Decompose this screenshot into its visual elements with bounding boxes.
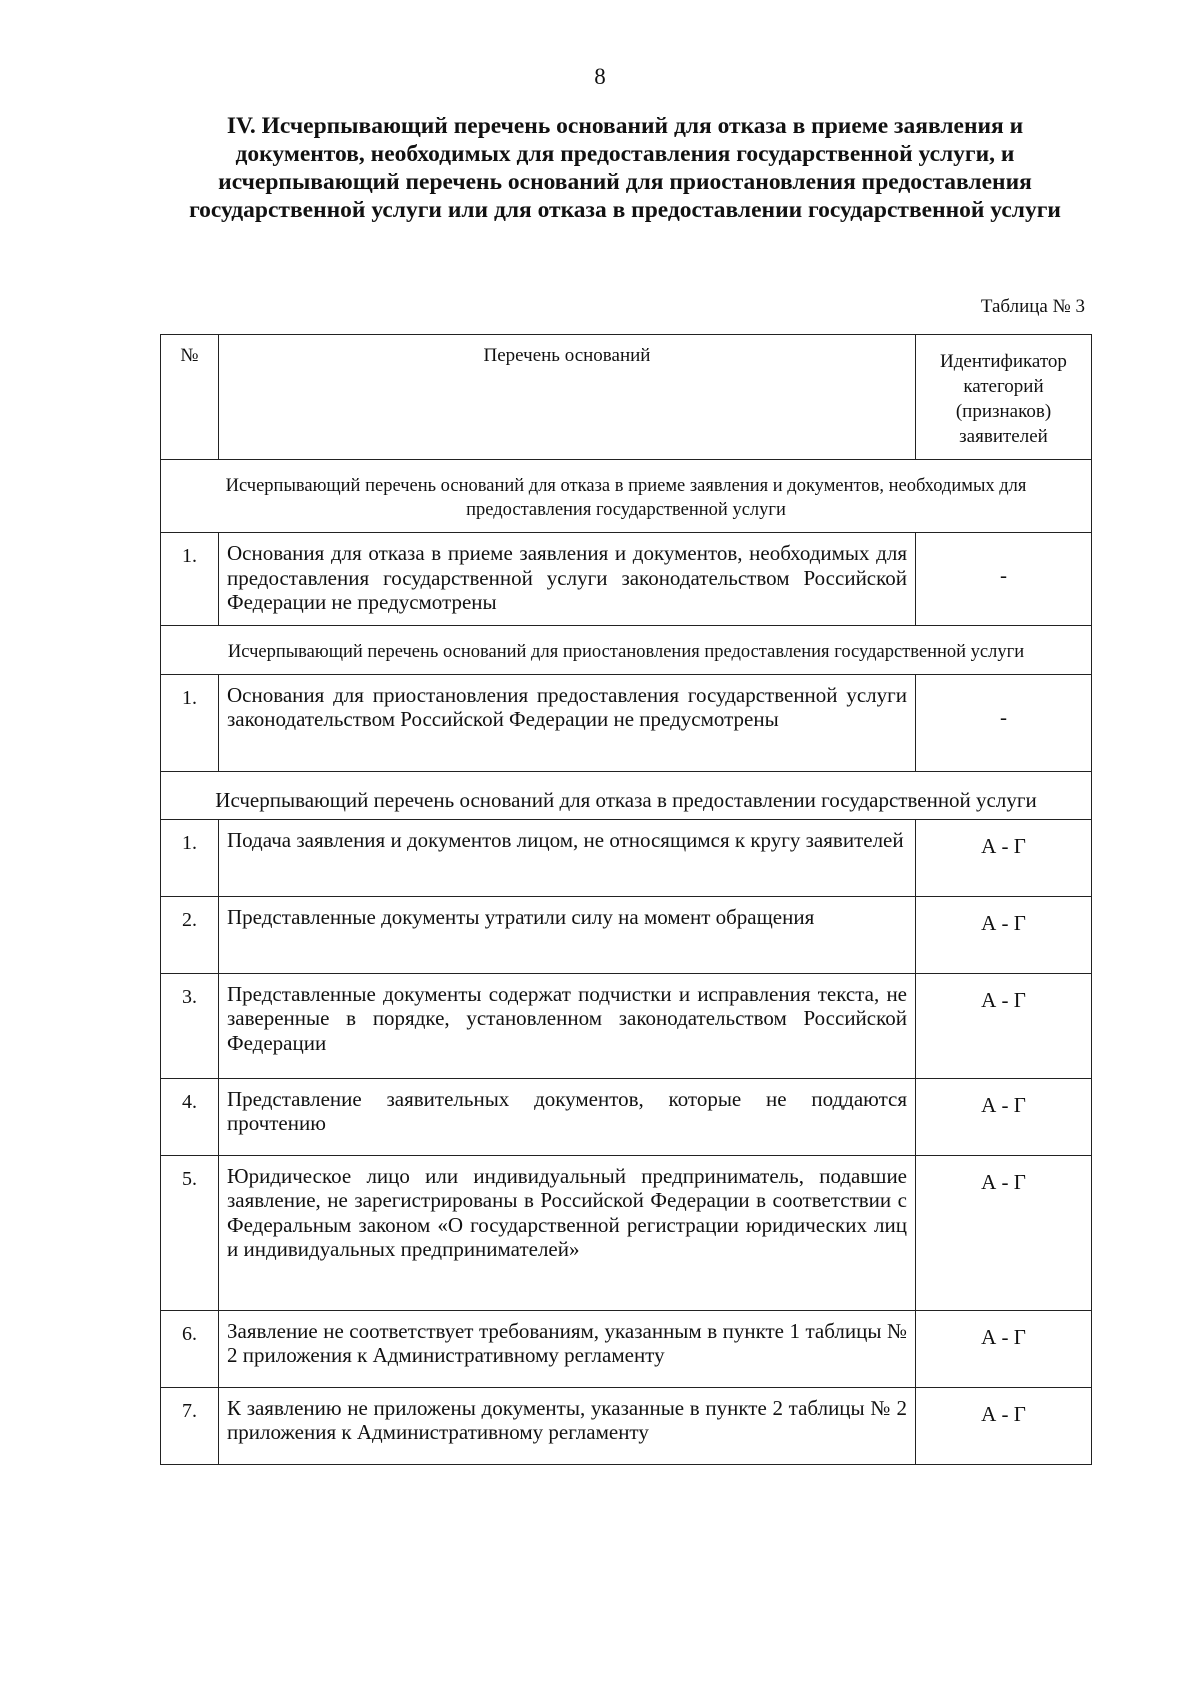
row-identifier: А - Г bbox=[916, 819, 1092, 896]
table-row bbox=[161, 1155, 1092, 1310]
table-row bbox=[161, 674, 1092, 771]
row-reason: Заявление не соответствует требованиям, указанным в пункте 1 таблицы № 2 приложения к Административному регламенту bbox=[219, 1310, 916, 1387]
grounds-table bbox=[160, 334, 1092, 1465]
row-identifier: А - Г bbox=[916, 1078, 1092, 1155]
row-reason: Представленные документы содержат подчистки и исправления текста, не заверенные в порядке, установленном законодательством Российской Федерации bbox=[219, 973, 916, 1078]
row-number: 7. bbox=[161, 1387, 219, 1464]
section-row bbox=[161, 771, 1092, 819]
row-identifier: - bbox=[916, 674, 1092, 771]
table-row bbox=[161, 896, 1092, 973]
table-row bbox=[161, 1387, 1092, 1464]
table-row bbox=[161, 819, 1092, 896]
row-reason: Основания для отказа в приеме заявления и документов, необходимых для предоставления государственной услуги законодательством Российской Федерации не предусмотрены bbox=[219, 533, 916, 626]
row-number: 1. bbox=[161, 674, 219, 771]
header-identifier: Идентификатор категорий (признаков) заявителей bbox=[916, 335, 1092, 460]
row-reason: Основания для приостановления предоставления государственной услуги законодательством Российской Федерации не предусмотрены bbox=[219, 674, 916, 771]
row-reason: Представленные документы утратили силу на момент обращения bbox=[219, 896, 916, 973]
row-reason: Подача заявления и документов лицом, не относящимся к кругу заявителей bbox=[219, 819, 916, 896]
header-grounds: Перечень оснований bbox=[219, 335, 916, 460]
row-identifier: А - Г bbox=[916, 1310, 1092, 1387]
section-title-refusal-service: Исчерпывающий перечень оснований для отказа в предоставлении государственной услуги bbox=[161, 771, 1092, 819]
row-number: 4. bbox=[161, 1078, 219, 1155]
table-row bbox=[161, 533, 1092, 626]
row-number: 6. bbox=[161, 1310, 219, 1387]
section-row bbox=[161, 625, 1092, 674]
row-number: 1. bbox=[161, 819, 219, 896]
table-caption: Таблица № 3 bbox=[980, 296, 1085, 317]
row-identifier: А - Г bbox=[916, 973, 1092, 1078]
header-number: № bbox=[161, 335, 219, 460]
row-number: 3. bbox=[161, 973, 219, 1078]
table-row bbox=[161, 1078, 1092, 1155]
table-row bbox=[161, 1310, 1092, 1387]
section-heading: IV. Исчерпывающий перечень оснований для отказа в приеме заявления и документов, необходимых для предоставления государственной услуги, и исчерпывающий перечень оснований для приостановления предоставления государственной услуги или для отказа в предоставлении государственной услуги bbox=[189, 113, 1061, 223]
row-reason: Юридическое лицо или индивидуальный предприниматель, подавшие заявление, не зарегистрированы в Российской Федерации в соответствии с Федеральным законом «О государственной регистрации юридических лиц и индивидуальных предпринимателей» bbox=[219, 1155, 916, 1310]
row-reason: К заявлению не приложены документы, указанные в пункте 2 таблицы № 2 приложения к Административному регламенту bbox=[219, 1387, 916, 1464]
section-title-refusal-acceptance: Исчерпывающий перечень оснований для отказа в приеме заявления и документов, необходимых для предоставления государственной услуги bbox=[161, 460, 1092, 533]
row-identifier: - bbox=[916, 533, 1092, 626]
row-identifier: А - Г bbox=[916, 896, 1092, 973]
table-header-row bbox=[161, 335, 1092, 460]
row-number: 5. bbox=[161, 1155, 219, 1310]
row-reason: Представление заявительных документов, которые не поддаются прочтению bbox=[219, 1078, 916, 1155]
section-row bbox=[161, 460, 1092, 533]
section-title-suspension: Исчерпывающий перечень оснований для приостановления предоставления государственной услуги bbox=[161, 625, 1092, 674]
row-number: 2. bbox=[161, 896, 219, 973]
row-number: 1. bbox=[161, 533, 219, 626]
row-identifier: А - Г bbox=[916, 1387, 1092, 1464]
table-row bbox=[161, 973, 1092, 1078]
row-identifier: А - Г bbox=[916, 1155, 1092, 1310]
page-number: 8 bbox=[594, 64, 606, 89]
